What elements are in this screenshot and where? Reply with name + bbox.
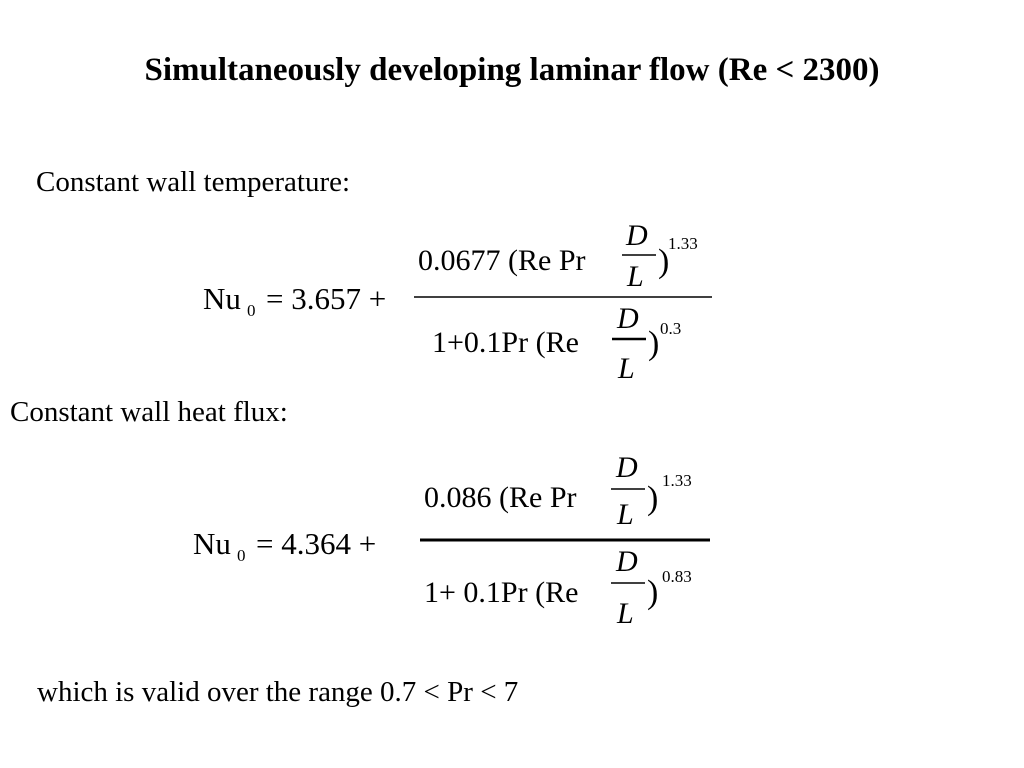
nusselt-symbol: Nu — [203, 281, 241, 316]
equals-constant-term: = 4.364 + — [256, 526, 377, 561]
denominator-text: 1+0.1Pr (Re — [432, 326, 579, 359]
constant-wall-heat-flux-equation — [0, 440, 1024, 640]
nusselt-subscript: 0 — [247, 301, 256, 320]
nusselt-symbol: Nu — [193, 526, 231, 561]
denominator-exponent: 0.83 — [662, 567, 692, 586]
numerator-text: 0.086 (Re Pr — [424, 481, 577, 514]
nusselt-subscript: 0 — [237, 546, 246, 565]
denominator-exponent: 0.3 — [660, 319, 682, 338]
slide-title: Simultaneously developing laminar flow (Re < 2300) — [144, 52, 880, 88]
constant-wall-heat-flux-label: Constant wall heat flux: — [10, 396, 288, 428]
numerator-exponent: 1.33 — [668, 234, 698, 253]
numerator-l-symbol: L — [617, 498, 634, 531]
constant-wall-temperature-label: Constant wall temperature: — [36, 166, 351, 198]
denominator-close-paren: ) — [648, 325, 660, 362]
numerator-l-symbol: L — [627, 260, 644, 293]
numerator-close-paren: ) — [647, 480, 659, 517]
constant-wall-temperature-equation — [0, 200, 1024, 390]
equals-constant-term: = 3.657 + — [266, 281, 387, 316]
numerator-d-symbol: D — [616, 451, 638, 484]
denominator-close-paren: ) — [647, 574, 659, 611]
validity-range-note: which is valid over the range 0.7 < Pr < 7 — [37, 676, 519, 708]
denominator-d-symbol: D — [617, 302, 639, 335]
numerator-d-symbol: D — [626, 219, 648, 252]
denominator-text: 1+ 0.1Pr (Re — [424, 576, 579, 609]
numerator-text: 0.0677 (Re Pr — [418, 244, 586, 277]
denominator-d-symbol: D — [616, 545, 638, 578]
denominator-l-symbol: L — [617, 597, 634, 630]
numerator-exponent: 1.33 — [662, 471, 692, 490]
denominator-l-symbol: L — [618, 352, 635, 385]
numerator-close-paren: ) — [658, 243, 670, 280]
